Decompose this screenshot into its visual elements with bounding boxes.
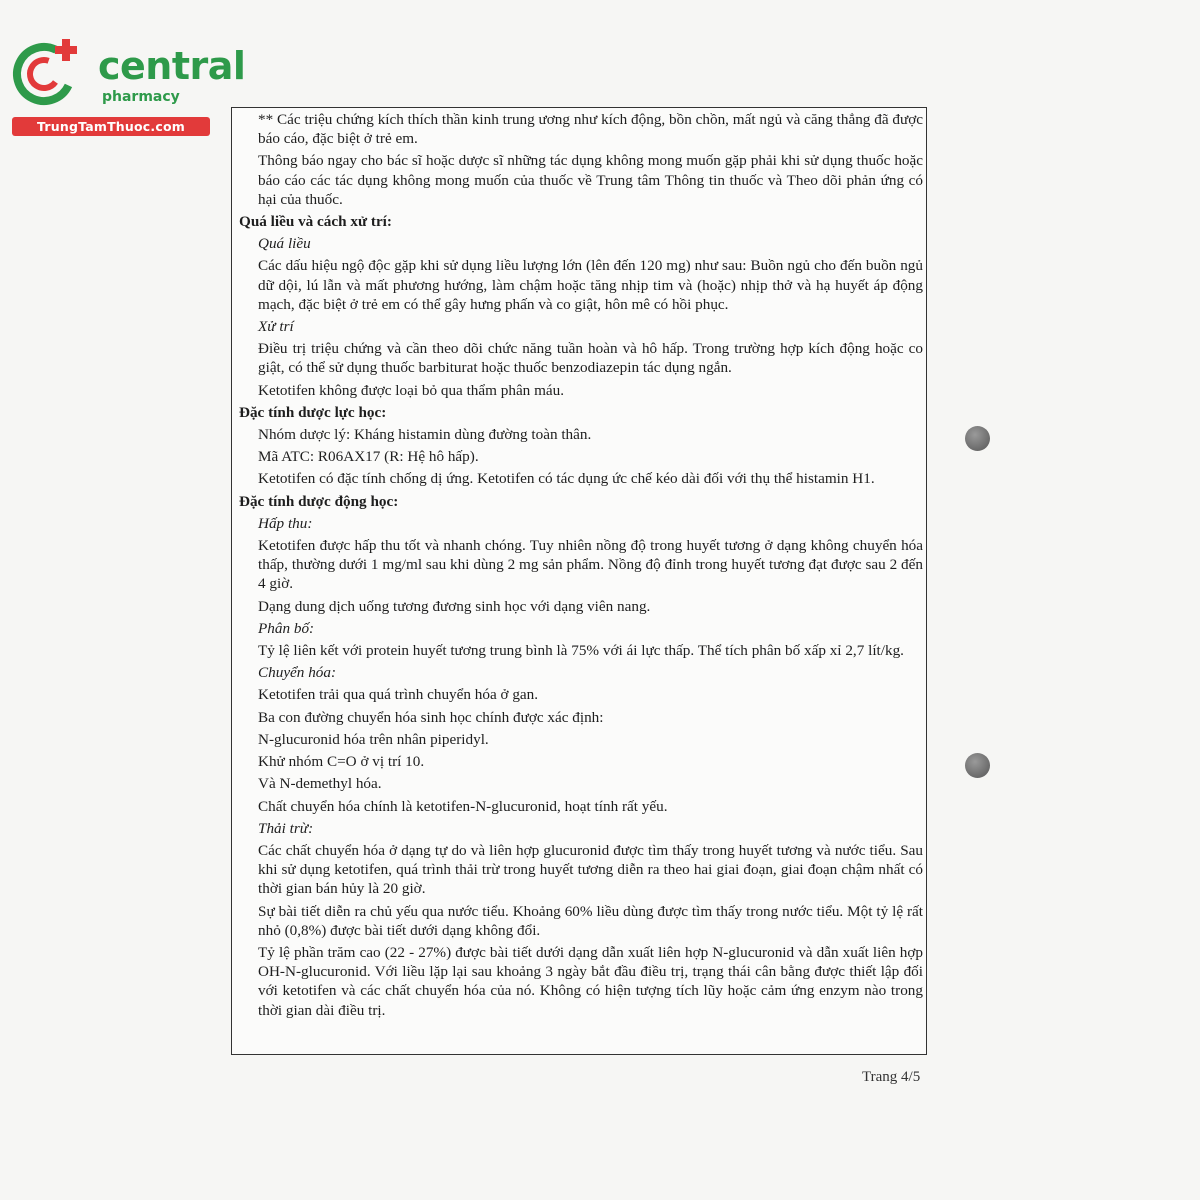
section-heading: Quá liều và cách xử trí: <box>239 213 392 231</box>
paragraph: Nhóm dược lý: Kháng histamin dùng đường toàn thân. <box>258 426 592 444</box>
central-pharmacy-logo[interactable] <box>10 36 246 136</box>
section-heading: Đặc tính dược lực học: <box>239 403 387 421</box>
paragraph: Ba con đường chuyển hóa sinh học chính được xác định: <box>258 708 604 726</box>
pharmacy-cross-logo-icon <box>10 36 88 108</box>
paragraph: Các dấu hiệu ngộ độc gặp khi sử dụng liều lượng lớn (lên đến 120 mg) như sau: Buồn ngủ cho đến buồn ngủ dữ dội, lú lẫn và mất phương hướng, làm chậm hoặc tăng nhịp tim và (hoặc) nhịp thở và hạ huyết áp động mạch, đặc biệt ở trẻ em có thể gây hưng phấn và co giật, hôn mê có hồi phục. <box>258 257 923 313</box>
subsection-heading: Xử trí <box>258 318 294 336</box>
brand-name: central <box>98 44 246 88</box>
paragraph: N-glucuronid hóa trên nhân piperidyl. <box>258 730 489 748</box>
brand-tagline: pharmacy <box>102 89 180 105</box>
paragraph: Điều trị triệu chứng và cần theo dõi chức năng tuần hoàn và hô hấp. Trong trường hợp kích động hoặc co giật, có thể sử dụng thuốc barbiturat hoặc thuốc benzodiazepin tác dụng ngắn. <box>258 340 923 377</box>
page-number: Trang 4/5 <box>862 1069 921 1085</box>
punch-hole-bottom <box>965 753 990 778</box>
section-heading: Đặc tính dược động học: <box>239 492 399 510</box>
leaflet-content-box <box>231 107 927 1055</box>
subsection-heading: Hấp thu: <box>258 514 313 532</box>
paragraph: Dạng dung dịch uống tương đương sinh học với dạng viên nang. <box>258 597 651 615</box>
paragraph: Sự bài tiết diễn ra chủ yếu qua nước tiểu. Khoảng 60% liều dùng được tìm thấy trong nước tiểu. Một tỷ lệ rất nhỏ (0,8%) được bài tiết dưới dạng không đổi. <box>258 902 923 939</box>
paragraph: ** Các triệu chứng kích thích thần kinh trung ương như kích động, bồn chồn, mất ngủ và căng thẳng đã được báo cáo, đặc biệt ở trẻ em. <box>258 111 923 148</box>
paragraph: Ketotifen trải qua quá trình chuyển hóa ở gan. <box>258 686 539 704</box>
paragraph: Ketotifen được hấp thu tốt và nhanh chóng. Tuy nhiên nồng độ trong huyết tương ở dạng không chuyển hóa thấp, thường dưới 1 mg/ml sau khi dùng 2 mg sản phẩm. Nồng độ đỉnh trong huyết tương đạt được sau 2 đến 4 giờ. <box>258 537 923 593</box>
subsection-heading: Phân bố: <box>258 619 315 637</box>
paragraph: Khử nhóm C=O ở vị trí 10. <box>258 753 425 771</box>
paragraph: Chất chuyển hóa chính là ketotifen-N-glucuronid, hoạt tính rất yếu. <box>258 797 668 815</box>
paragraph: Và N-demethyl hóa. <box>258 775 382 793</box>
punch-hole-top <box>965 426 990 451</box>
paragraph: Thông báo ngay cho bác sĩ hoặc dược sĩ những tác dụng không mong muốn gặp phải khi sử dụng thuốc hoặc báo cáo các tác dụng không mong muốn của thuốc về Trung tâm Thông tin thuốc và Theo dõi phản ứng có hại của thuốc. <box>258 152 923 208</box>
paragraph: Các chất chuyển hóa ở dạng tự do và liên hợp glucuronid được tìm thấy trong huyết tương và nước tiểu. Sau khi sử dụng ketotifen, quá trình thải trừ trong huyết tương diễn ra theo hai giai đoạn, giai đoạn chậm nhất có thời gian bán hủy là 20 giờ. <box>258 841 923 898</box>
paragraph: Ketotifen không được loại bỏ qua thẩm phân máu. <box>258 381 565 399</box>
subsection-heading: Thải trừ: <box>258 819 314 837</box>
brand-url-link[interactable]: TrungTamThuoc.com <box>12 117 210 136</box>
paragraph: Tỷ lệ liên kết với protein huyết tương trung bình là 75% với ái lực thấp. Thể tích phân bố xấp xỉ 2,7 lít/kg. <box>258 642 904 660</box>
subsection-heading: Chuyển hóa: <box>258 664 337 682</box>
paragraph: Tỷ lệ phần trăm cao (22 - 27%) được bài tiết dưới dạng dẫn xuất liên hợp N-glucuronid và dẫn xuất liên hợp OH-N-glucuronid. Với liều lặp lại sau khoảng 3 ngày bắt đầu điều trị, trạng thái cân bằng được thiết lập đối với ketotifen và các chất chuyển hóa của nó. Không có hiện tượng tích lũy hoặc cảm ứng enzym nào trong thời gian dài điều trị. <box>258 943 923 1019</box>
paragraph: Ketotifen có đặc tính chống dị ứng. Ketotifen có tác dụng ức chế kéo dài đối với thụ thể histamin H1. <box>258 470 875 488</box>
subsection-heading: Quá liều <box>258 235 311 253</box>
paragraph: Mã ATC: R06AX17 (R: Hệ hô hấp). <box>258 448 479 466</box>
